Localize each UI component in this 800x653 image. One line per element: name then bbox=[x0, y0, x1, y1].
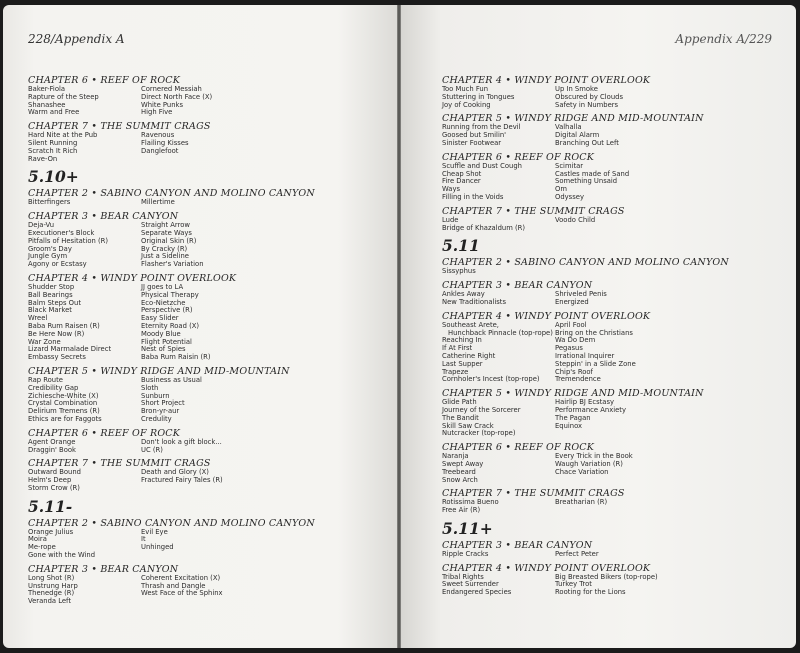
route-columns bbox=[442, 163, 787, 202]
route-name: Sweet Surrender bbox=[442, 580, 499, 589]
chapter-heading: CHAPTER 6 • REEF OF ROCK bbox=[442, 442, 595, 454]
route-name: Flasher's Variation bbox=[141, 260, 204, 269]
route-name: Chace Variation bbox=[555, 467, 609, 476]
route-column-right bbox=[141, 222, 204, 269]
route-name: Lude bbox=[442, 215, 459, 224]
chapter-section bbox=[442, 540, 787, 559]
route-name: Unstrung Harp bbox=[28, 581, 78, 590]
route-column-right bbox=[555, 551, 599, 559]
route-column-left bbox=[28, 377, 141, 424]
route-columns bbox=[442, 574, 787, 597]
chapter-section bbox=[28, 366, 383, 424]
chapter-section bbox=[442, 311, 787, 384]
route-name: Joy of Cooking bbox=[442, 100, 491, 109]
chapter-section bbox=[28, 211, 383, 269]
route-name: Crystal Combination bbox=[28, 399, 98, 408]
route-name: Eternity Road (X) bbox=[141, 321, 200, 330]
route-name: Rap Route bbox=[28, 375, 63, 384]
route-name: Energized bbox=[555, 297, 589, 306]
route-column-right bbox=[555, 453, 633, 484]
route-column-left bbox=[28, 469, 141, 492]
route-columns bbox=[442, 551, 787, 559]
route-name: White Punks bbox=[141, 100, 183, 109]
chapter-heading: CHAPTER 7 • THE SUMMIT CRAGS bbox=[442, 205, 625, 217]
chapter-section bbox=[442, 152, 787, 202]
route-name: Sloth bbox=[141, 383, 159, 392]
chapter-section bbox=[442, 206, 787, 233]
chapter-section bbox=[442, 442, 787, 484]
route-name: Easy Slider bbox=[141, 314, 179, 323]
route-name: Ripple Cracks bbox=[442, 549, 489, 558]
route-name: Agony or Ecstasy bbox=[28, 260, 87, 269]
chapter-section bbox=[28, 458, 383, 492]
route-name: Filling in the Voids bbox=[442, 192, 504, 201]
route-column-left bbox=[28, 132, 141, 163]
route-name: War Zone bbox=[28, 337, 61, 346]
route-name: Unhinged bbox=[141, 543, 174, 552]
route-name: Trapeze bbox=[442, 367, 469, 376]
route-column-left bbox=[442, 453, 555, 484]
route-name: Silent Running bbox=[28, 138, 78, 147]
route-name: Hunchback Pinnacle (top-rope) bbox=[448, 328, 553, 337]
route-name: Perfect Peter bbox=[555, 549, 599, 558]
route-column-left bbox=[442, 399, 555, 438]
route-name: Ways bbox=[442, 185, 461, 194]
route-name: Millertime bbox=[141, 198, 175, 207]
chapter-heading: CHAPTER 6 • REEF OF ROCK bbox=[28, 75, 181, 86]
route-name: Helm's Deep bbox=[28, 476, 72, 485]
route-name: April Fool bbox=[555, 320, 587, 329]
route-name: Goosed but Smilin' bbox=[442, 131, 507, 140]
route-name: Ravenous bbox=[141, 131, 175, 140]
route-name: Fractured Fairy Tales (R) bbox=[141, 476, 223, 485]
route-name: If At First bbox=[442, 344, 473, 353]
chapter-section bbox=[28, 273, 383, 362]
route-column-right bbox=[141, 284, 211, 362]
route-name: Orange Julius bbox=[28, 527, 74, 536]
route-name: Gone with the Wind bbox=[28, 551, 96, 560]
route-column-left bbox=[442, 574, 555, 597]
route-name: Agent Orange bbox=[28, 437, 76, 446]
route-name: Baba Rum Raisin (R) bbox=[141, 353, 211, 362]
chapter-heading: CHAPTER 5 • WINDY RIDGE AND MID-MOUNTAIN bbox=[442, 113, 704, 125]
grade-heading: 5.11 bbox=[442, 236, 480, 256]
route-columns bbox=[28, 469, 383, 492]
route-column-right bbox=[555, 86, 623, 109]
route-column-right bbox=[141, 86, 212, 117]
route-name: Up In Smoke bbox=[555, 85, 598, 93]
route-name: Bron-yr-aur bbox=[141, 407, 180, 416]
route-columns bbox=[28, 284, 383, 362]
route-name: UC (R) bbox=[141, 445, 163, 454]
route-name: Don't look a gift block... bbox=[141, 437, 222, 446]
route-column-left bbox=[442, 268, 555, 276]
route-column-left bbox=[442, 86, 555, 109]
route-name: Warm and Free bbox=[28, 108, 80, 117]
route-column-left bbox=[442, 124, 555, 147]
chapter-heading: CHAPTER 3 • BEAR CANYON bbox=[28, 563, 179, 575]
route-columns bbox=[28, 199, 383, 207]
route-name: Veranda Left bbox=[28, 597, 71, 606]
route-name: Moira bbox=[28, 535, 47, 544]
route-name: Chip's Roof bbox=[555, 367, 593, 376]
chapter-section bbox=[442, 280, 787, 307]
route-name: Eco-Nietzche bbox=[141, 298, 186, 307]
route-name: Valhalla bbox=[555, 123, 582, 132]
route-name: Branching Out Left bbox=[555, 138, 619, 147]
route-columns bbox=[28, 575, 383, 606]
route-name: Just a Sideline bbox=[141, 252, 189, 261]
route-name: Groom's Day bbox=[28, 244, 72, 253]
route-name: Lizard Marmalade Direct bbox=[28, 345, 112, 354]
chapter-section bbox=[28, 188, 383, 207]
grade-heading: 5.11- bbox=[28, 496, 73, 516]
chapter-heading: CHAPTER 3 • BEAR CANYON bbox=[28, 211, 179, 223]
route-column-left bbox=[442, 217, 555, 233]
chapter-section bbox=[442, 75, 787, 109]
route-name: Skill Saw Crack bbox=[442, 421, 494, 430]
route-name: Thrash and Dangle bbox=[141, 581, 206, 590]
route-name: Outward Bound bbox=[28, 468, 81, 477]
route-name: Running from the Devil bbox=[442, 123, 521, 132]
route-name: Nest of Spies bbox=[141, 345, 186, 354]
route-name: Be Here Now (R) bbox=[28, 329, 85, 338]
route-name: Irrational Inquirer bbox=[555, 351, 615, 360]
route-name: Cornered Messiah bbox=[141, 85, 202, 93]
chapter-heading: CHAPTER 3 • BEAR CANYON bbox=[442, 280, 593, 292]
route-name: Treebeard bbox=[442, 467, 476, 476]
route-name: Original Skin (R) bbox=[141, 236, 197, 245]
route-name: Shudder Stop bbox=[28, 282, 75, 291]
chapter-heading: CHAPTER 7 • THE SUMMIT CRAGS bbox=[28, 121, 211, 133]
route-name: Straight Arrow bbox=[141, 221, 190, 230]
route-columns bbox=[442, 399, 787, 438]
route-column-right bbox=[141, 377, 202, 424]
route-column-right bbox=[555, 574, 658, 597]
chapter-section bbox=[28, 75, 383, 117]
route-name: Every Trick in the Book bbox=[555, 452, 633, 461]
route-columns bbox=[28, 222, 383, 269]
route-column-left bbox=[28, 199, 141, 207]
route-name: Bring on the Christians bbox=[555, 328, 633, 337]
route-name: Pegasus bbox=[555, 344, 583, 353]
route-name: Ethics are for Faggots bbox=[28, 414, 102, 423]
route-name: Equinox bbox=[555, 421, 583, 430]
route-name: Safety in Numbers bbox=[555, 100, 619, 109]
chapter-section bbox=[28, 564, 383, 606]
route-name: Credulity bbox=[141, 414, 172, 423]
left-running-head: 228/Appendix A bbox=[28, 32, 125, 46]
route-name: Southeast Arete, bbox=[442, 320, 499, 329]
route-column-right bbox=[555, 163, 629, 202]
route-name: Flight Potential bbox=[141, 337, 192, 346]
route-name: Journey of the Sorcerer bbox=[442, 405, 521, 414]
chapter-heading: CHAPTER 4 • WINDY POINT OVERLOOK bbox=[442, 310, 651, 322]
route-name: Glide Path bbox=[442, 398, 477, 407]
route-name: Cheap Shot bbox=[442, 169, 482, 178]
route-columns bbox=[442, 124, 787, 147]
chapter-section bbox=[442, 563, 787, 597]
chapter-heading: CHAPTER 4 • WINDY POINT OVERLOOK bbox=[28, 272, 237, 284]
route-name: Jungle Gym bbox=[28, 252, 68, 261]
route-name: Fire Dancer bbox=[442, 177, 481, 186]
route-column-left bbox=[28, 222, 141, 269]
route-column-right bbox=[141, 575, 223, 606]
route-column-left bbox=[28, 86, 141, 117]
route-name: Rotissima Bueno bbox=[442, 498, 499, 507]
chapter-section bbox=[442, 488, 787, 515]
route-column-right bbox=[555, 322, 636, 384]
route-name: Deja-Vu bbox=[28, 221, 55, 230]
route-columns bbox=[28, 529, 383, 560]
route-columns bbox=[28, 439, 383, 455]
route-name: Sinister Footwear bbox=[442, 138, 502, 147]
chapter-heading: CHAPTER 3 • BEAR CANYON bbox=[442, 539, 593, 551]
route-name: Zichiesche-White (X) bbox=[28, 391, 99, 400]
chapter-section bbox=[442, 257, 787, 276]
route-name: Bitterfingers bbox=[28, 198, 71, 207]
route-name: Digital Alarm bbox=[555, 131, 600, 140]
route-name: New Traditionalists bbox=[442, 297, 507, 306]
grade-heading: 5.11+ bbox=[442, 518, 493, 538]
route-column-right bbox=[555, 291, 607, 307]
route-column-right bbox=[141, 469, 223, 492]
route-name: Wa Do Dem bbox=[555, 336, 596, 345]
route-name: Rave-On bbox=[28, 154, 58, 163]
chapter-section bbox=[442, 388, 787, 438]
route-name: Sissyphus bbox=[442, 267, 476, 276]
right-route-list bbox=[442, 75, 787, 601]
left-page bbox=[3, 5, 397, 648]
route-name: Direct North Face (X) bbox=[141, 92, 213, 101]
right-page bbox=[401, 5, 796, 648]
route-name: Performance Anxiety bbox=[555, 405, 626, 414]
route-name: Scimitar bbox=[555, 161, 584, 170]
route-name: Free Air (R) bbox=[442, 506, 481, 515]
chapter-heading: CHAPTER 7 • THE SUMMIT CRAGS bbox=[442, 488, 625, 500]
route-column-left bbox=[28, 529, 141, 560]
route-name: Danglefoot bbox=[141, 146, 179, 155]
route-name: Castles made of Sand bbox=[555, 169, 630, 178]
route-name: Bridge of Khazaldum (R) bbox=[442, 223, 526, 232]
route-name: JJ goes to LA bbox=[141, 282, 184, 291]
route-name: Embassy Secrets bbox=[28, 353, 86, 362]
route-columns bbox=[442, 86, 787, 109]
route-column-right bbox=[141, 529, 174, 560]
route-name: Big Breasted Bikers (top-rope) bbox=[555, 572, 658, 581]
route-column-right bbox=[141, 439, 222, 455]
route-name: Endangered Species bbox=[442, 588, 512, 597]
right-running-head: Appendix A/229 bbox=[675, 32, 772, 46]
route-name: Balm Steps Out bbox=[28, 298, 81, 307]
chapter-section bbox=[28, 518, 383, 560]
route-name: Nutcracker (top-rope) bbox=[442, 429, 516, 438]
route-column-right bbox=[141, 199, 175, 207]
chapter-heading: CHAPTER 4 • WINDY POINT OVERLOOK bbox=[442, 562, 651, 574]
left-route-list bbox=[28, 75, 383, 610]
route-name: It bbox=[141, 535, 146, 544]
route-name: Odyssey bbox=[555, 192, 584, 201]
route-name: Separate Ways bbox=[141, 228, 192, 237]
chapter-heading: CHAPTER 2 • SABINO CANYON AND MOLINO CANYON bbox=[28, 188, 315, 200]
route-columns bbox=[28, 132, 383, 163]
route-columns bbox=[28, 377, 383, 424]
route-columns bbox=[442, 322, 787, 384]
route-name: Storm Crow (R) bbox=[28, 483, 80, 492]
route-name: Too Much Fun bbox=[442, 85, 489, 93]
route-name: Rooting for the Lions bbox=[555, 588, 626, 597]
chapter-heading: CHAPTER 7 • THE SUMMIT CRAGS bbox=[28, 458, 211, 470]
route-name: Business as Usual bbox=[141, 375, 202, 384]
route-column-left bbox=[28, 439, 141, 455]
route-column-left bbox=[28, 575, 141, 606]
route-name: Something Unsaid bbox=[555, 177, 618, 186]
route-name: Steppin' in a Slide Zone bbox=[555, 359, 636, 368]
route-name: Catherine Right bbox=[442, 351, 496, 360]
grade-heading: 5.10+ bbox=[28, 167, 79, 187]
route-name: Wreel bbox=[28, 314, 48, 323]
route-column-right bbox=[555, 124, 619, 147]
route-name: Evil Eye bbox=[141, 527, 168, 536]
route-name: Flailing Kisses bbox=[141, 138, 189, 147]
route-column-right bbox=[555, 399, 626, 438]
route-column-left bbox=[442, 291, 555, 307]
route-name: Sunburn bbox=[141, 391, 170, 400]
route-name: Credibility Gap bbox=[28, 383, 79, 392]
route-name: Ball Bearings bbox=[28, 290, 73, 299]
route-name: Death and Glory (X) bbox=[141, 468, 209, 477]
route-name: Physical Therapy bbox=[141, 290, 199, 299]
route-columns bbox=[28, 86, 383, 117]
route-name: Cornholer's Incest (top-rope) bbox=[442, 375, 540, 384]
chapter-heading: CHAPTER 2 • SABINO CANYON AND MOLINO CANYON bbox=[28, 517, 315, 529]
route-column-left bbox=[442, 499, 555, 515]
route-column-left bbox=[442, 322, 555, 384]
route-name: Thenedge (R) bbox=[28, 589, 75, 598]
route-name: The Pagan bbox=[555, 413, 591, 422]
chapter-heading: CHAPTER 6 • REEF OF ROCK bbox=[28, 427, 181, 439]
chapter-heading: CHAPTER 6 • REEF OF ROCK bbox=[442, 151, 595, 163]
route-name: Perspective (R) bbox=[141, 306, 193, 315]
route-name: Rapture of the Steep bbox=[28, 92, 99, 101]
chapter-section bbox=[28, 428, 383, 455]
route-name: Moody Blue bbox=[141, 329, 181, 338]
route-name: The Bandit bbox=[442, 413, 479, 422]
route-name: Me-rope bbox=[28, 543, 56, 552]
route-name: Stuttering in Tongues bbox=[442, 92, 515, 101]
route-columns bbox=[442, 217, 787, 233]
chapter-heading: CHAPTER 2 • SABINO CANYON AND MOLINO CANYON bbox=[442, 257, 729, 269]
route-name: Naranja bbox=[442, 452, 469, 461]
route-name: Coherent Excitation (X) bbox=[141, 573, 221, 582]
route-column-left bbox=[442, 163, 555, 202]
route-name: Long Shot (R) bbox=[28, 573, 75, 582]
route-columns bbox=[442, 453, 787, 484]
route-column-left bbox=[442, 551, 555, 559]
route-name: Scratch It Rich bbox=[28, 146, 78, 155]
route-name: Black Market bbox=[28, 306, 72, 315]
route-name: Scuffle and Dust Cough bbox=[442, 161, 522, 170]
chapter-heading: CHAPTER 5 • WINDY RIDGE AND MID-MOUNTAIN bbox=[28, 365, 290, 377]
route-columns bbox=[442, 291, 787, 307]
route-name: Voodo Child bbox=[555, 215, 596, 224]
route-name: Pitfalls of Hesitation (R) bbox=[28, 236, 109, 245]
route-name: Reaching In bbox=[442, 336, 482, 345]
chapter-section bbox=[442, 113, 787, 147]
chapter-heading: CHAPTER 5 • WINDY RIDGE AND MID-MOUNTAIN bbox=[442, 388, 704, 400]
route-name: Tribal Rights bbox=[442, 572, 484, 581]
route-name: Short Project bbox=[141, 399, 185, 408]
route-column-right bbox=[555, 217, 595, 233]
route-name: Hairlip BJ Ecstasy bbox=[555, 398, 615, 407]
chapter-section bbox=[28, 121, 383, 163]
route-name: Shriveled Penis bbox=[555, 290, 607, 299]
route-name: Snow Arch bbox=[442, 475, 478, 484]
route-name: Breatharian (R) bbox=[555, 498, 608, 507]
route-name: Tremendence bbox=[555, 375, 601, 384]
route-name: Om bbox=[555, 185, 567, 194]
route-column-right bbox=[555, 499, 607, 515]
route-name: Delirium Tremens (R) bbox=[28, 407, 100, 416]
route-name: Waugh Variation (R) bbox=[555, 459, 623, 468]
route-name: Shanashee bbox=[28, 100, 66, 109]
route-name: High Five bbox=[141, 108, 173, 117]
route-name: Draggin' Book bbox=[28, 445, 76, 454]
route-name: Swept Away bbox=[442, 459, 484, 468]
route-name: Baker-Fiola bbox=[28, 85, 66, 93]
route-name: Last Supper bbox=[442, 359, 483, 368]
route-name: Turkey Trot bbox=[555, 580, 592, 589]
route-name: Obscured by Clouds bbox=[555, 92, 624, 101]
route-name: Ankles Away bbox=[442, 290, 485, 299]
route-name: By Cracky (R) bbox=[141, 244, 188, 253]
route-name: Baba Rum Raisen (R) bbox=[28, 321, 100, 330]
route-column-left bbox=[28, 284, 141, 362]
route-columns bbox=[442, 268, 787, 276]
route-columns bbox=[442, 499, 787, 515]
route-name: West Face of the Sphinx bbox=[141, 589, 223, 598]
route-column-right bbox=[141, 132, 189, 163]
chapter-heading: CHAPTER 4 • WINDY POINT OVERLOOK bbox=[442, 75, 651, 86]
route-name: Executioner's Block bbox=[28, 228, 95, 237]
route-name: Hard Nite at the Pub bbox=[28, 131, 98, 140]
